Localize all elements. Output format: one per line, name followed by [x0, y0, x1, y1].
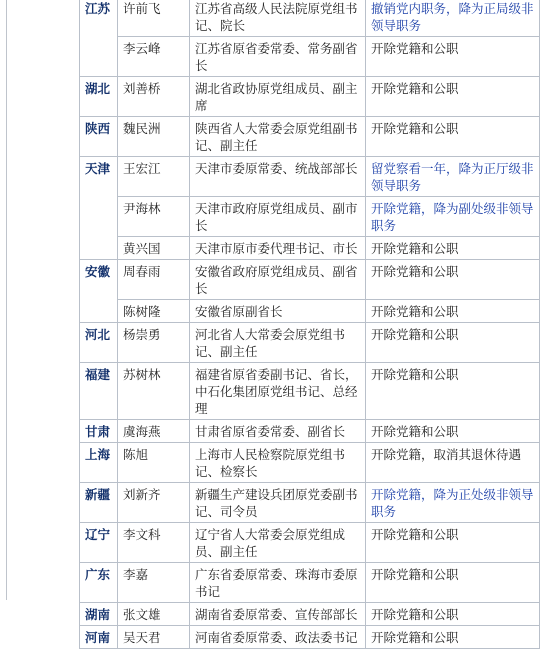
official-name-cell: 李云峰: [118, 37, 190, 77]
province-cell: 江苏: [80, 0, 118, 77]
table-row: [80, 443, 540, 483]
official-name-cell: 李文科: [118, 523, 190, 563]
province-cell: 安徽: [80, 260, 118, 323]
penalty-cell: 开除党籍和公职: [366, 77, 540, 117]
official-name-cell: 陈树隆: [118, 300, 190, 323]
page-left-border: [6, 0, 7, 600]
penalty-cell: 开除党籍和公职: [366, 363, 540, 420]
former-position-cell: 广东省委原常委、珠海市委原书记: [190, 563, 366, 603]
province-cell: 河南: [80, 626, 118, 649]
former-position-cell: 安徽省原副省长: [190, 300, 366, 323]
penalty-cell: 开除党籍和公职: [366, 523, 540, 563]
table-row: [80, 563, 540, 603]
table-row: [80, 363, 540, 420]
penalty-cell: 开除党籍和公职: [366, 237, 540, 260]
official-name-cell: 刘新齐: [118, 483, 190, 523]
province-cell: 新疆: [80, 483, 118, 523]
penalty-cell: 撤销党内职务，降为正局级非领导职务: [366, 0, 540, 37]
table-row: [80, 157, 540, 197]
table-row: [80, 260, 540, 300]
table-row: [80, 237, 540, 260]
table-row: [80, 197, 540, 237]
former-position-cell: 安徽省政府原党组成员、副省长: [190, 260, 366, 300]
former-position-cell: 湖北省政协原党组成员、副主席: [190, 77, 366, 117]
former-position-cell: 甘肃省原省委常委、副省长: [190, 420, 366, 443]
former-position-cell: 河南省委原常委、政法委书记: [190, 626, 366, 649]
penalty-cell: 开除党籍和公职: [366, 260, 540, 300]
table-row: [80, 603, 540, 626]
official-name-cell: 刘善桥: [118, 77, 190, 117]
official-name-cell: 苏树林: [118, 363, 190, 420]
former-position-cell: 湖南省委原常委、宣传部部长: [190, 603, 366, 626]
official-name-cell: 李嘉: [118, 563, 190, 603]
province-cell: 河北: [80, 323, 118, 363]
table-row: [80, 420, 540, 443]
table-row: [80, 0, 540, 37]
former-position-cell: 福建省原省委副书记、省长，中石化集团原党组书记、总经理: [190, 363, 366, 420]
penalty-cell: 开除党籍和公职: [366, 300, 540, 323]
penalty-cell: 开除党籍，降为正处级非领导职务: [366, 483, 540, 523]
official-name-cell: 王宏江: [118, 157, 190, 197]
official-name-cell: 陈旭: [118, 443, 190, 483]
table-row: [80, 483, 540, 523]
province-cell: 辽宁: [80, 523, 118, 563]
former-position-cell: 江苏省高级人民法院原党组书记、院长: [190, 0, 366, 37]
former-position-cell: 上海市人民检察院原党组书记、检察长: [190, 443, 366, 483]
penalty-cell: 开除党籍和公职: [366, 563, 540, 603]
former-position-cell: 陕西省人大常委会原党组副书记、副主任: [190, 117, 366, 157]
province-cell: 甘肃: [80, 420, 118, 443]
official-name-cell: 黄兴国: [118, 237, 190, 260]
former-position-cell: 天津市原市委代理书记、市长: [190, 237, 366, 260]
table-row: [80, 117, 540, 157]
former-position-cell: 新疆生产建设兵团原党委副书记、司令员: [190, 483, 366, 523]
official-name-cell: 吴天君: [118, 626, 190, 649]
table-row: [80, 300, 540, 323]
table-row: [80, 626, 540, 649]
penalty-cell: 留党察看一年，降为正厅级非领导职务: [366, 157, 540, 197]
province-cell: 湖北: [80, 77, 118, 117]
penalty-cell: 开除党籍和公职: [366, 323, 540, 363]
table-row: [80, 323, 540, 363]
former-position-cell: 天津市政府原党组成员、副市长: [190, 197, 366, 237]
official-name-cell: 周春雨: [118, 260, 190, 300]
former-position-cell: 江苏省原省委常委、常务副省长: [190, 37, 366, 77]
former-position-cell: 辽宁省人大常委会原党组成员、副主任: [190, 523, 366, 563]
officials-table: [79, 0, 540, 649]
penalty-cell: 开除党籍，取消其退休待遇: [366, 443, 540, 483]
penalty-cell: 开除党籍和公职: [366, 626, 540, 649]
table-row: [80, 523, 540, 563]
table-row: [80, 77, 540, 117]
table-row: [80, 37, 540, 77]
province-cell: 湖南: [80, 603, 118, 626]
penalty-cell: 开除党籍和公职: [366, 37, 540, 77]
province-cell: 天津: [80, 157, 118, 260]
official-name-cell: 许前飞: [118, 0, 190, 37]
penalty-cell: 开除党籍和公职: [366, 117, 540, 157]
province-cell: 陕西: [80, 117, 118, 157]
former-position-cell: 天津市委原常委、统战部部长: [190, 157, 366, 197]
official-name-cell: 尹海林: [118, 197, 190, 237]
official-name-cell: 魏民洲: [118, 117, 190, 157]
official-name-cell: 张文雄: [118, 603, 190, 626]
former-position-cell: 河北省人大常委会原党组书记、副主任: [190, 323, 366, 363]
penalty-cell: 开除党籍和公职: [366, 603, 540, 626]
official-name-cell: 虞海燕: [118, 420, 190, 443]
officials-table-body: [80, 0, 540, 649]
official-name-cell: 杨崇勇: [118, 323, 190, 363]
province-cell: 上海: [80, 443, 118, 483]
province-cell: 福建: [80, 363, 118, 420]
penalty-cell: 开除党籍，降为副处级非领导职务: [366, 197, 540, 237]
penalty-cell: 开除党籍和公职: [366, 420, 540, 443]
province-cell: 广东: [80, 563, 118, 603]
